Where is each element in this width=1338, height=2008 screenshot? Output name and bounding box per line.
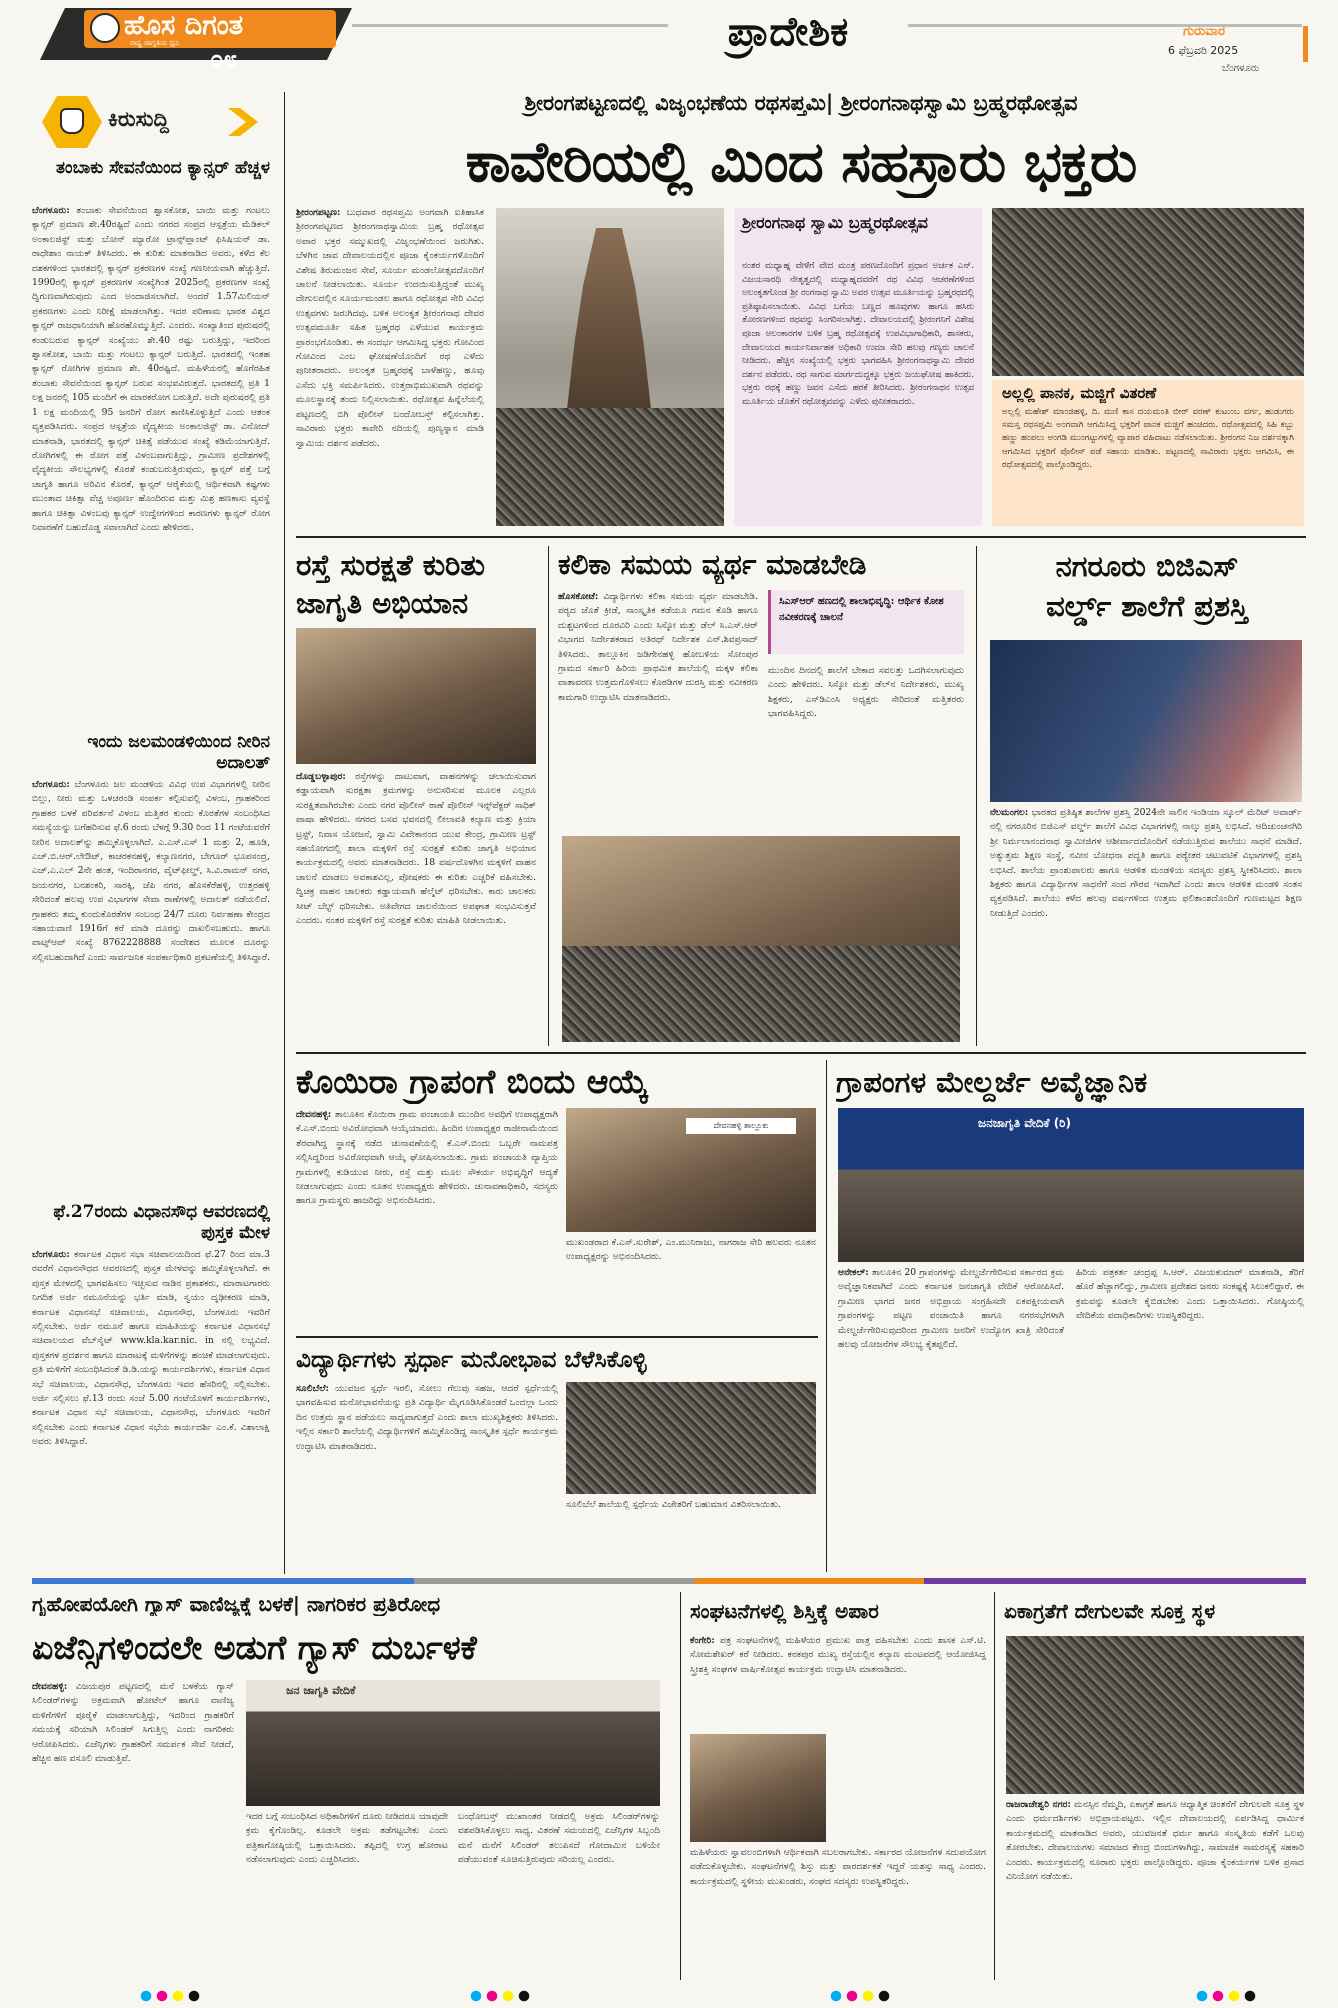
sanghatane-body-bottom: ಮಹಿಳೆಯರು ಸ್ವಾವಲಂಬಿಗಳಾಗಿ ಆರ್ಥಿಕವಾಗಿ ಸಬಲರಾಗಬೇಕು. ಸರ್ಕಾರದ ಯೋಜನೆಗಳ ಸದುಪಯೋಗ ಪಡೆದುಕೊಳ್ಳಬೇಕು. ಸಂಘಟನೆಗಳಲ್ಲಿ ಶಿಸ್ತು ಮತ್ತು ಪಾರದರ್ಶಕತೆ ಇದ್ದರೆ ಯಶಸ್ಸು ಸಾಧ್ಯ ಎಂದರು. ಕಾರ್ಯಕ್ರಮದಲ್ಲಿ ಸ್ಥಳೀಯ ಮುಖಂಡರು, ಸಂಘದ ಸದಸ್ಯರು ಉಪಸ್ಥಿತರಿದ್ದರು. [690, 1847, 986, 1887]
chariot-tower-shape [566, 228, 652, 418]
kalika-dateline: ಹೊಸಕೋಟೆ: [558, 591, 599, 602]
award-photo [990, 640, 1302, 802]
date: 6 ಫೆಬ್ರವರಿ 2025 [1168, 44, 1239, 57]
koyira-text: ತಾಲೂಕಿನ ಕೊಯಿರಾ ಗ್ರಾಮ ಪಂಚಾಯತಿ ಮುಂದಿನ ಅವಧಿಗೆ ಉಪಾಧ್ಯಕ್ಷರಾಗಿ ಕೆ.ಎಸ್.ಬಿಂದು ಅವಿರೋಧವಾಗಿ ಆಯ್ಕೆಯಾದರು. ಹಿಂದಿನ ಉಪಾಧ್ಯಕ್ಷರ ರಾಜೀನಾಮೆಯಿಂದ ತೆರವಾಗಿದ್ದ ಸ್ಥಾನಕ್ಕೆ ನಡೆದ ಚುನಾವಣೆಯಲ್ಲಿ ಕೆ.ಎಸ್.ಬಿಂದು ಒಬ್ಬರೇ ನಾಮಪತ್ರ ಸಲ್ಲಿಸಿದ್ದರಿಂದ ಅವಿರೋಧವಾಗಿ ಆಯ್ಕೆ ಘೋಷಿಸಲಾಯಿತು. ಗ್ರಾಮ ಪಂಚಾಯತಿ ವ್ಯಾಪ್ತಿಯ ಗ್ರಾಮಗಳಲ್ಲಿ ಕುಡಿಯುವ ನೀರು, ರಸ್ತೆ ಮತ್ತು ಮೂಲ ಸೌಕರ್ಯ ಅಭಿವೃದ್ಧಿಗೆ ಆದ್ಯತೆ ನೀಡಲಾಗುವುದು ಎಂದು ನೂತನ ಉಪಾಧ್ಯಕ್ಷರು ಹೇಳಿದರು. ಚುನಾವಣಾಧಿಕಾರಿ, ಸದಸ್ಯರು ಹಾಗೂ ಗ್ರಾಮಸ್ಥರು ಹಾಜರಿದ್ದು ಅಭಿನಂದಿಸಿದರು. [296, 1109, 558, 1207]
sanghatane-photo [690, 1734, 826, 1842]
column-divider [994, 1592, 995, 1980]
grapam-headline: ಗ್ರಾಪಂಗಳ ಮೇಲ್ದರ್ಜೆ ಅವೈಜ್ಞಾನಿಕ [836, 1065, 1148, 1099]
column-divider [826, 1060, 827, 1572]
masthead [0, 0, 1338, 74]
kalika-pull-text: ಸಿಎಸ್ಆರ್ ಹಣದಲ್ಲಿ ಶಾಲಾಭಿವೃದ್ಧಿ: ಆರ್ಥಿಕ ಕೋಶ ನವೀಕರಣಕ್ಕೆ ಚಾಲನೆ [779, 596, 944, 623]
weekday: ಗುರುವಾರ [1183, 24, 1225, 39]
kiru-item-dateline: ಬೆಂಗಳೂರು: [32, 1249, 70, 1260]
cmyk-dots [470, 1990, 540, 2002]
lead-text: ಬುಧವಾರ ರಥಸಪ್ತಮಿ ಅಂಗವಾಗಿ ಐತಿಹಾಸಿಕ ಶ್ರೀರಂಗಪಟ್ಟಣದ ಶ್ರೀರಂಗನಾಥಸ್ವಾಮಿಯ ಬ್ರಹ್ಮ ರಥೋತ್ಸವ ಅಪಾರ ಭಕ್ತರ ಸಮ್ಮುಖದಲ್ಲಿ ವಿಜೃಂಭಣೆಯಿಂದ ಜರುಗಿತು. ಬೆಳಗಿನ ಜಾವ ದೇವಾಲಯದಲ್ಲಿನ ಪೂಜಾ ಕೈಂಕರ್ಯಗಳೊಂದಿಗೆ ವಿಶೇಷ ತಿರುಮಂಜನ ಸೇವೆ, ಸೂರ್ಯ ಮಂಡಲೋತ್ಸವದೊಂದಿಗೆ ಚಾಲನೆ ನೀಡಲಾಯಿತು. ಸೂರ್ಯ ಉದಯಿಸುತ್ತಿದ್ದಂತೆ ಮುಖ್ಯ ದೇಗುಲದಲ್ಲಿನ ಸೂರ್ಯಮಂಡಲ ಹಾಗೂ ರಥೋತ್ಸವ ಸೇರಿ ವಿವಿಧ ಉತ್ಸವಗಳು ಜರುಗಿದವು. ಬಳಿಕ ಅಲಂಕೃತ ಶ್ರೀರಂಗನಾಥ ದೇವರ ಉತ್ಸವಮೂರ್ತಿ ಸಹಿತ ಬ್ರಹ್ಮರಥ ಎಳೆಯುವ ಕಾರ್ಯಕ್ರಮ ಪ್ರಾರಂಭಗೊಂಡಿತು. ಈ ಸಂದರ್ಭ ಆಗಮಿಸಿದ್ದ ಭಕ್ತರು ಗೋವಿಂದ ಗೋವಿಂದ ಎಂಬ ಘೋಷಣೆಯೊಂದಿಗೆ ರಥ ಎಳೆದು ಪುನೀತರಾದರು. ಅಲಂಕೃತ ಬ್ರಹ್ಮರಥಕ್ಕೆ ಬಾಳೆಹಣ್ಣು, ಹೂವು ಎಸೆದು ಭಕ್ತಿ ಸಮರ್ಪಿಸಿದರು. ಉತ್ತರಾಭಿಮುಖವಾಗಿ ರಥವನ್ನು ಮೂಲಸ್ಥಾನಕ್ಕೆ ತಂದು ನಿಲ್ಲಿಸಲಾಯಿತು. ರಥೋತ್ಸವ ಹಿನ್ನೆಲೆಯಲ್ಲಿ ಪಟ್ಟಣದಲ್ಲಿ ಬಿಗಿ ಪೊಲೀಸ್ ಬಂದೋಬಸ್ತ್ ಕಲ್ಪಿಸಲಾಗಿತ್ತು. ಸಾವಿರಾರು ಭಕ್ತರು ಕಾವೇರಿ ನದಿಯಲ್ಲಿ ಪುಣ್ಯಸ್ನಾನ ಮಾಡಿ ಸ್ವಾಮಿಯ ದರ್ಶನ ಪಡೆದರು. [296, 207, 484, 449]
temple-photo [1006, 1636, 1304, 1794]
kiru-badge [42, 94, 262, 150]
gas-photo-banner: ಜನ ಜಾಗೃತಿ ವೇದಿಕೆ [286, 1684, 356, 1697]
cmyk-dots [830, 1990, 900, 2002]
lead-strap: ಶ್ರೀರಂಗಪಟ್ಟಣದಲ್ಲಿ ವಿಜೃಂಭಣೆಯ ರಥಸಪ್ತಮಿ| ಶ್ರೀರಂಗನಾಥಸ್ವಾಮಿ ಬ್ರಹ್ಮರಥೋತ್ಸವ [524, 90, 1078, 115]
kiru-item-headline: ಫೆ.27ರಂದು ವಿಧಾನಸೌಧ ಆವರಣದಲ್ಲಿ ಪುಸ್ತಕ ಮೇಳ [53, 1202, 270, 1243]
gas-strap: ಗೃಹೋಪಯೋಗಿ ಗ್ಯಾಸ್ ವಾಣಿಜ್ಯಕ್ಕೆ ಬಳಕೆ| ನಾಗರಿಕರ ಪ್ರತಿರೋಧ [32, 1592, 441, 1616]
gas-body-left [32, 1680, 234, 1980]
gas-headline: ಏಜೆನ್ಸಿಗಳಿಂದಲೇ ಅಡುಗೆ ಗ್ಯಾಸ್ ದುರ್ಬಳಕೆ [32, 1628, 477, 1667]
students-row [562, 946, 960, 1042]
koyira-headline: ಕೊಯಿರಾ ಗ್ರಾಪಂಗೆ ಬಿಂದು ಆಯ್ಕೆ [296, 1062, 649, 1101]
koyira-photo-sign: ದೇವನಹಳ್ಳಿ ತಾಲ್ಲೂಕು [686, 1118, 796, 1134]
koyira-photo [566, 1108, 816, 1232]
grapam-body-left [838, 1266, 1064, 1570]
lead-sidebar-title: ಅಲ್ಲಲ್ಲಿ ಪಾನಕ, ಮಜ್ಜಿಗೆ ವಿತರಣೆ [1002, 384, 1157, 402]
section-rule [296, 1336, 818, 1338]
kiru-item-headline: ತಂಬಾಕು ಸೇವನೆಯಿಂದ ಕ್ಯಾನ್ಸರ್ ಹೆಚ್ಚಳ [56, 158, 270, 178]
kalika-body-right: ಮುಂದಿನ ದಿನದಲ್ಲಿ ಶಾಲೆಗೆ ಬೇಕಾದ ಸವಲತ್ತು ಒದಗಿಸಲಾಗುವುದು ಎಂದು ಹೇಳಿದರು. ಸಿಸ್ಕೋ ಮತ್ತು ಡೆಲ್‌ನ ನಿರ್ದೇಶಕರು, ಮುಖ್ಯ ಶಿಕ್ಷಕರು, ಎಸ್‌ಡಿಎಂಸಿ ಅಧ್ಯಕ್ಷರು ಸೇರಿದಂತೆ ಮತ್ತಿತರರು ಭಾಗವಹಿಸಿದ್ದರು. [768, 665, 964, 720]
page-number: ೦೮ [210, 44, 237, 73]
lead-sidebar-body: ಅಲ್ಲಲ್ಲಿ ಮಹೇಶ್ ಮಾಂಜಿಹಳ್ಳಿ, ದಿ. ಮಣಿ ಕಾಸ ದಯಮಂತಿ ಬೀರ್ ವರಣ್ ಕುಟುಂಬ ವರ್ಗ, ಹುಡುಗರು ಸಮಸ್ತ ರಥಸಪ್ತಮಿ ಅಂಗವಾಗಿ ಆಗಮಿಸಿದ್ದ ಭಕ್ತರಿಗೆ ಪಾನಕ ಮಜ್ಜಿಗೆ ಹಂಚಿದರು. ರಥೋತ್ಸವದಲ್ಲಿ ಸಿಹಿ ಕಬ್ಬು ಹಣ್ಣು ಹಂಪಲು ಅಂಗಡಿ ಮುಂಗಟ್ಟುಗಳಲ್ಲಿ ವ್ಯಾಪಾರ ವಹಿವಾಟು ನಡೆಸಲಾಯಿತು. ಶ್ರೀರಂಗನ ನಿಜ ದರ್ಶನಕ್ಕಾಗಿ ಆಗಮಿಸಿದ ಭಕ್ತರಿಗೆ ಪೊಲೀಸ್ ಪಡೆ ಸಹಾಯ ಮಾಡಿತು. ಪಟ್ಟಣದಲ್ಲಿ ಸಾವಿರಾರು ಭಕ್ತರು ಆಗಮಿಸಿ, ಈ ರಥೋತ್ಸವದಲ್ಲಿ ಪಾಲ್ಗೊಂಡಿದ್ದರು. [1002, 407, 1294, 470]
gas-body-right: ಬಂಧೋಬಸ್ತ್‌ ಮುಖಾಂತರ ನೀಡದಲ್ಲಿ ಅಕ್ರಮ ಸಿಲಿಂಡರ್‌ಗಳನ್ನು ವಶಪಡಿಸಿಕೊಳ್ಳಲು ಸಾಧ್ಯ. ವಿತರಣೆ ಸಮಯದಲ್ಲಿ ಏಜೆನ್ಸಿಗಳ ಸಿಬ್ಬಂದಿ ಮನೆ ಮನೆಗೆ ಸಿಲಿಂಡರ್ ತಲುಪಿಸದೆ ಗೋದಾಮಿನ ಬಳಿಯೇ ಪಡೆಯುವಂತೆ ಸೂಚಿಸುತ್ತಿರುವುದು ಸರಿಯಲ್ಲ ಎಂದರು. [458, 1811, 660, 1866]
cmyk-dots [140, 1990, 210, 2002]
kalika-body-left [558, 590, 758, 830]
kiru-item-dateline: ಬೆಂಗಳೂರು: [32, 779, 70, 790]
column-divider [548, 546, 549, 1046]
students-caption: ಸೂಲಿಬೆಲೆ ಶಾಲೆಯಲ್ಲಿ ಸ್ಪರ್ಧೆಯ ವಿಜೇತರಿಗೆ ಬಹುಮಾನ ವಿತರಿಸಲಾಯಿತು. [566, 1499, 781, 1510]
road-body [296, 770, 536, 1046]
grapam-banner-text: ಜನಜಾಗೃತಿ ವೇದಿಕೆ (ರಿ) [978, 1116, 1071, 1130]
sanghatane-headline: ಸಂಘಟನೆಗಳಲ್ಲಿ ಶಿಸ್ತಿಕ್ಕೆ ಅಪಾರ [690, 1599, 879, 1623]
chariot-photo [496, 208, 724, 526]
road-headline-line2: ಜಾಗೃತಿ ಅಭಿಯಾನ [296, 586, 469, 620]
kiru-item-headline: ಇಂದು ಜಲಮಂಡಳಿಯಿಂದ ನೀರಿನ ಅದಾಲತ್ [87, 732, 270, 773]
sanghatane-body-top [690, 1634, 986, 1732]
gas-body-mid: ಇದರ ಬಗ್ಗೆ ಸಂಬಂಧಿಸಿದ ಅಧಿಕಾರಿಗಳಿಗೆ ದೂರು ನೀಡಿದರೂ ಯಾವುದೇ ಕ್ರಮ ಕೈಗೊಂಡಿಲ್ಲ. ಕೂಡಲೇ ಅಕ್ರಮ ತಡೆಗಟ್ಟಬೇಕು ಎಂದು ಪತ್ರಿಕಾಗೋಷ್ಠಿಯಲ್ಲಿ ಒತ್ತಾಯಿಸಿದರು. ತಪ್ಪಿದಲ್ಲಿ ಉಗ್ರ ಹೋರಾಟ ನಡೆಸಲಾಗುವುದು ಎಂದು ಎಚ್ಚರಿಸಿದರು. [246, 1811, 448, 1866]
grapam-body-right: ಹಿರಿಯ ಪತ್ರಕರ್ತ ಚಂದ್ರಪ್ಪ ಸಿ.ಆರ್. ವಿಜಯಕುಮಾರ್ ಮಾತನಾಡಿ, ತೆರಿಗೆ ಹೊರೆ ಹೆಚ್ಚಾಗಲಿದ್ದು, ಗ್ರಾಮೀಣ ಪ್ರದೇಶದ ಜನರು ಸಂಕಷ್ಟಕ್ಕೆ ಸಿಲುಕಲಿದ್ದಾರೆ. ಈ ಕ್ರಮವನ್ನು ಕೂಡಲೇ ಕೈಬಿಡಬೇಕು ಎಂದು ಒತ್ತಾಯಿಸಿದರು. ಗೋಷ್ಠಿಯಲ್ಲಿ ವೇದಿಕೆಯ ಪದಾಧಿಕಾರಿಗಳು ಉಪಸ್ಥಿತರಿದ್ದರು. [1076, 1267, 1304, 1322]
grapam-press-photo [838, 1108, 1304, 1262]
temple-text: ಮನಸ್ಸಿನ ನೆಮ್ಮದಿ, ಏಕಾಗ್ರತೆ ಹಾಗೂ ಆಧ್ಯಾತ್ಮಿಕ ಚಿಂತನೆಗೆ ದೇಗುಲವೇ ಸೂಕ್ತ ಸ್ಥಳ ಎಂದು ಧರ್ಮದರ್ಶಿಗಳು ಅಭಿಪ್ರಾಯಪಟ್ಟರು. ಇಲ್ಲಿನ ದೇವಾಲಯದಲ್ಲಿ ಏರ್ಪಡಿಸಿದ್ದ ಧಾರ್ಮಿಕ ಕಾರ್ಯಕ್ರಮದಲ್ಲಿ ಮಾತನಾಡಿದ ಅವರು, ಯುವಜನತೆ ಧರ್ಮ ಹಾಗೂ ಸಂಸ್ಕೃತಿಯ ಕಡೆಗೆ ಒಲವು ತೋರಬೇಕು. ದೇವಾಲಯಗಳು ಸಮಾಜದ ಕೇಂದ್ರ ಬಿಂದುಗಳಾಗಿದ್ದು, ಸಾಮಾಜಿಕ ಸಾಮರಸ್ಯಕ್ಕೆ ಸಹಕಾರಿ ಎಂದರು. ಕಾರ್ಯಕ್ರಮದಲ್ಲಿ ನೂರಾರು ಭಕ್ತರು ಪಾಲ್ಗೊಂಡಿದ್ದರು. ಪೂಜಾ ಕೈಂಕರ್ಯಗಳ ಬಳಿಕ ಪ್ರಸಾದ ವಿನಿಯೋಗ ನಡೆಯಿತು. [1006, 1799, 1304, 1883]
temple-dateline: ರಾಜರಾಜೇಶ್ವರಿ ನಗರ: [1006, 1799, 1071, 1810]
students-dateline: ಸೂಲಿಬೆಲೆ: [296, 1383, 329, 1394]
kiru-item-dateline: ಬೆಂಗಳೂರು: [32, 205, 70, 216]
students-text: ಯುವಜನ ಸ್ಪರ್ಧೆ ಇರಲಿ, ಸೋಲು ಗೆಲುವು ಸಹಜ, ಆದರೆ ಸ್ಪರ್ಧೆಯಲ್ಲಿ ಭಾಗವಹಿಸುವ ಮನೋಭಾವನೆಯನ್ನು ಪ್ರತಿ ವಿದ್ಯಾರ್ಥಿ ಮೈಗೂಡಿಸಿಕೊಂಡರೆ ಒಂದಲ್ಲಾ ಒಂದು ದಿನ ಉತ್ತಮ ಸ್ಥಾನ ಪಡೆಯಲು ಸಾಧ್ಯವಾಗುತ್ತದೆ ಎಂದು ಶಾಲಾ ಮುಖ್ಯಶಿಕ್ಷಕರು ತಿಳಿಸಿದರು. ಇಲ್ಲಿನ ಸರ್ಕಾರಿ ಶಾಲೆಯಲ್ಲಿ ವಿದ್ಯಾರ್ಥಿಗಳಿಗೆ ಹಮ್ಮಿಕೊಂಡಿದ್ದ ಸಾಂಸ್ಕೃತಿಕ ಸ್ಪರ್ಧೆ ಕಾರ್ಯಕ್ರಮ ಉದ್ಘಾಟಿಸಿ ಮಾತನಾಡಿದರು. [296, 1383, 558, 1452]
road-dateline: ದೊಡ್ಡಬಳ್ಳಾಪುರ: [296, 771, 346, 782]
kiru-item-text: ಕರ್ನಾಟಕ ವಿಧಾನ ಸಭಾ ಸಚಿವಾಲಯದಿಂದ ಫೆ.27 ರಿಂದ ಮಾ.3 ರವರೆಗೆ ವಿಧಾನಸೌಧದ ಆವರಣದಲ್ಲಿ ಪುಸ್ತಕ ಮೇಳವನ್ನು ಹಮ್ಮಿಕೊಳ್ಳಲಾಗಿದೆ. ಈ ಪುಸ್ತಕ ಮೇಳದಲ್ಲಿ ಭಾಗವಹಿಸಲು ಇಚ್ಛಿಸುವ ನಾಡಿನ ಪ್ರಕಾಶಕರು, ಮಾರಾಟಗಾರರು ನಿಗದಿತ ಅರ್ಜಿ ನಮೂನೆಯನ್ನು ಭರ್ತಿ ಮಾಡಿ, ಸ್ವಯಂ ದೃಢೀಕರಣ ಮಾಡಿ, ಕರ್ನಾಟಕ ವಿಧಾನಸಭೆ ಸಚಿವಾಲಯ, ವಿಧಾನಸೌಧ, ಬೆಂಗಳೂರು ಇವರಿಗೆ ಸಲ್ಲಿಸಬೇಕು. ಅರ್ಜಿ ನಮೂನೆ ಹಾಗೂ ಮಾಹಿತಿಯನ್ನು ಕರ್ನಾಟಕ ವಿಧಾನಸಭೆ ಸಚಿವಾಲಯದ ವೆಬ್‌ಸೈಟ್ www.kla.kar.nic. in ನಲ್ಲಿ ಲಭ್ಯವಿದೆ. ಪುಸ್ತಕಗಳ ಪ್ರದರ್ಶನ ಹಾಗೂ ಮಾರಾಟಕ್ಕೆ ಮಳಿಗೆಗಳನ್ನು ಹಂಚಿಕೆ ಮಾಡಲಾಗುವುದು. ಪ್ರತಿ ಮಳಿಗೆಗೆ ಸಂಬಂಧಿಸಿದಂತೆ ಡಿ.ಡಿ.ಯನ್ನು ಕಾರ್ಯದರ್ಶಿಗಳು, ಕರ್ನಾಟಕ ವಿಧಾನ ಸಭೆ ಸಚಿವಾಲಯ, ವಿಧಾನಸೌಧ, ಬೆಂಗಳೂರು ಇವರ ಹೆಸರಿನಲ್ಲಿ ಸಲ್ಲಿಸಬೇಕು. ಅರ್ಜಿ ಸಲ್ಲಿಸಲು ಫೆ.13 ರಂದು ಸಂಜೆ 5.00 ಗಂಟೆಯೊಳಗೆ ಕಾರ್ಯದರ್ಶಿಗಳು, ಕರ್ನಾಟಕ ವಿಧಾನ ಸಭೆ ಸಚಿವಾಲಯ, ವಿಧಾನಸೌಧ, ಬೆಂಗಳೂರು ಇವರಿಗೆ ಸಲ್ಲಿಸಬೇಕು ಎಂದು ಕರ್ನಾಟಕ ವಿಧಾನ ಸಭೆಯ ಕಾರ್ಯದರ್ಶಿ ಎಂ.ಕೆ. ವಿಶಾಲಾಕ್ಷಿ ಅವರು ತಿಳಿಸಿದ್ದಾರೆ. [32, 1249, 270, 1448]
kalika-text: ವಿದ್ಯಾರ್ಥಿಗಳು ಕಲಿಕಾ ಸಮಯ ವ್ಯರ್ಥ ಮಾಡಬೇಡಿ. ಪಠ್ಯದ ಜೊತೆ ಕ್ರೀಡೆ, ಸಾಂಸ್ಕೃತಿಕ ಕಡೆಯೂ ಗಮನ ಕೊಡಿ ಹಾಗೂ ದುಶ್ಚಟಗಳಿಂದ ದೂರವಿರಿ ಎಂದು ಸಿಸ್ಕೋ ಮತ್ತು ಡೆಲ್ ಸಿ.ಎಸ್.ಆರ್ ವಿಭಾಗದ ನಿರ್ದೇಶಕರಾದ ಅತಿರಥ್ ನಿರ್ದೇಶಕ ಎನ್.ಶಿವಪ್ರಸಾದ್ ತಿಳಿಸಿದರು. ತಾಲ್ಲೂಕಿನ ಜಡಿಗೇನಹಳ್ಳಿ ಹೋಬಳಿಯ ಸೋಂಪುರ ಗ್ರಾಮದ ಸರ್ಕಾರಿ ಹಿರಿಯ ಪ್ರಾಥಮಿಕ ಶಾಲೆಯಲ್ಲಿ ಮಕ್ಕಳ ಕಲಿಕಾ ವಾತಾವರಣ ಉತ್ತಮಗೊಳಿಸಲು ಕೊಠಡಿಗಳ ದುರಸ್ತಿ ಮತ್ತು ನವೀಕರಣ ಕಾಮಗಾರಿ ಉದ್ಘಾಟಿಸಿ ಮಾತನಾಡಿದರು. [558, 591, 758, 703]
city: ಬೆಂಗಳೂರು [1222, 63, 1260, 74]
logo-text: ಹೊಸ ದಿಗಂತ [124, 10, 244, 41]
koyira-dateline: ದೇವನಹಳ್ಳಿ: [296, 1109, 332, 1120]
gas-press-photo [246, 1680, 660, 1806]
award-headline-line2: ವರ್ಲ್ಡ್ ಶಾಲೆಗೆ ಪ್ರಶಸ್ತಿ [1046, 589, 1248, 623]
kiru-item-text: ಬೆಂಗಳೂರು ಜಲ ಮಂಡಳಿಯ ವಿವಿಧ ಉಪ ವಿಭಾಗಗಳಲ್ಲಿ ನೀರಿನ ಬಿಲ್ಲು, ನೀರು ಮತ್ತು ಒಳಚರಂಡಿ ಸಂಪರ್ಕ ಕಲ್ಪಿಸುವಲ್ಲಿ ವಿಳಂಬ, ಗ್ರಾಹಕರಿಂದ ಗ್ರಾಹಕರ ಬಳಕೆ ಪರಿವರ್ತನೆ ವಿಳಂಬ ಮತ್ತಿತರ ಕುಂದು ಕೊರತೆಗಳ ಸಂಬಂಧಿಸಿದ ಸಮಸ್ಯೆಯನ್ನು ಬಗೆಹರಿಸುವ ಫೆ.6 ರಂದು ಬೆಳಗ್ಗೆ 9.30 ರಿಂದ 11 ಗಂಟೆಯವರೆಗೆ ನೀರಿನ ಅದಾಲತ್‌ನ್ನು ಹಮ್ಮಿಕೊಳ್ಳಲಾಗಿದೆ. ಎ.ಎಸ್.ಎಸ್ 1 ಮತ್ತು 2, ಹೂಡಿ, ಎಚ್.ಬಿ.ಆರ್.ಲೇಔಟ್, ಕಾಚರಕನಹಳ್ಳಿ, ಕಲ್ಯಾಣನಗರ, ಬೇಗೂರ್ ಭೂಪಸಂದ್ರ, ಎಚ್.ಎ.ಎಲ್ 2ನೇ ಹಂತ, ಇಂದಿರಾನಗರ, ವೈಟ್‌ಫೀಲ್ಡ್, ಸಿ.ವಿ.ರಾಮನ್ ನಗರ, ಜಯನಗರ, ಬನಶಂಕರಿ, ಸಾರಕ್ಕಿ, ಜೆಪಿ ನಗರ, ಹೊಸಕೆರೆಹಳ್ಳಿ, ಉತ್ತರಹಳ್ಳಿ ಸೇರಿದಂತೆ ಹಲವು ಉಪ ವಿಭಾಗಗಳ ಸೇವಾ ಠಾಣೆಗಳಲ್ಲಿ ಅದಾಲತ್ ನಡೆಯಲಿದೆ. ಗ್ರಾಹಕರು ತಮ್ಮ ಕುಂದುಕೊರತೆಗಳ ಸಂಬಂಧ 24/7 ದೂರು ನಿರ್ವಹಣಾ ಕೇಂದ್ರದ ಸಹಾಯವಾಣಿ 1916ಗೆ ಕರೆ ಮಾಡಿ ದೂರನ್ನು ದಾಖಲಿಸಬಹುದು. ಹಾಗೂ ವಾಟ್ಸ್‌ಆಪ್ ಸಂಖ್ಯೆ 8762228888 ಸಂದೇಶದ ಮೂಲಕ ದೂರನ್ನು ಸಲ್ಲಿಸಬಹುದಾಗಿದೆ ಎಂದು ಸಾರ್ವಜನಿಕ ಸಂಪರ್ಕಾಧಿಕಾರಿ ಪ್ರಕಟಣೆಯಲ್ಲಿ ತಿಳಿಸಿದ್ದಾರೆ. [32, 779, 270, 963]
lead-info-box [734, 208, 982, 526]
koyira-caption: ಮುಖಂಡರಾದ ಕೆ.ಎಸ್.ಸುರೇಶ್, ಎಂ.ಮುನಿರಾಜು, ನಾಗರಾಜ ಸೇರಿ ಹಲವರು ನೂತನ ಉಪಾಧ್ಯಕ್ಷರನ್ನು ಅಭಿನಂದಿಸಿದರು. [566, 1237, 816, 1263]
lead-headline: ಕಾವೇರಿಯಲ್ಲಿ ಮಿಂದ ಸಹಸ್ರಾರು ಭಕ್ತರು [465, 129, 1137, 195]
award-text: ಭಾರತದ ಪ್ರತಿಷ್ಠಿತ ಶಾಲೆಗಳ ಪ್ರಶಸ್ತಿ 2024ನೇ ಸಾಲಿನ ಇಂಡಿಯಾ ಸ್ಕೂಲ್ ಮೆರಿಟ್ ಅವಾರ್ಡ್ ನಲ್ಲಿ ನಗರೂರಿನ ಬಿಜಿಎಸ್ ವರ್ಲ್ಡ್ ಶಾಲೆಗೆ ವಿವಿಧ ವಿಭಾಗಗಳಲ್ಲಿ ನಾಲ್ಕು ಪ್ರಶಸ್ತಿ ಲಭಿಸಿದೆ. ಆದಿಚುಂಚನಗಿರಿ ಶ್ರೀ ನಿರ್ಮಲಾನಂದನಾಥ ಸ್ವಾಮೀಜಿಗಳ ಆಶೀರ್ವಾದದೊಂದಿಗೆ ನಡೆಯುತ್ತಿರುವ ಶಾಲೆಯು ಸಾಧನೆ ಮಾಡಿದೆ. ಅತ್ಯುತ್ತಮ ಶಿಕ್ಷಣ ಸಂಸ್ಥೆ, ನವೀನ ಬೋಧನಾ ಪದ್ಧತಿ ಹಾಗೂ ಪಠ್ಯೇತರ ಚಟುವಟಿಕೆ ವಿಭಾಗಗಳಲ್ಲಿ ಪ್ರಶಸ್ತಿ ಲಭಿಸಿದೆ. ಶಾಲೆಯ ಪ್ರಾಂಶುಪಾಲರು ಹಾಗೂ ಆಡಳಿತ ಮಂಡಳಿಯ ಸದಸ್ಯರು ಪ್ರಶಸ್ತಿ ಸ್ವೀಕರಿಸಿದರು. ಶಾಲಾ ಶಿಕ್ಷಕರು ಹಾಗೂ ವಿದ್ಯಾರ್ಥಿಗಳ ಸಾಧನೆಗೆ ಸಂದ ಗೌರವ ಇದಾಗಿದೆ ಎಂದು ಶಾಲಾ ಆಡಳಿತ ಮಂಡಳಿ ಸಂತಸ ವ್ಯಕ್ತಪಡಿಸಿದೆ. ಶಾಲೆಯು ಕಳೆದ ಹಲವು ವರ್ಷಗಳಿಂದ ಉತ್ತಮ ಫಲಿತಾಂಶದೊಂದಿಗೆ ಗುಣಮಟ್ಟದ ಶಿಕ್ಷಣ ನೀಡುತ್ತಿದೆ ಎಂದರು. [990, 807, 1302, 919]
section-rule [296, 1052, 1306, 1054]
kalika-pull-quote [768, 590, 964, 654]
kiru-suddi-column [32, 92, 278, 1574]
gas-text: ವಿಜಯಪುರ ಪಟ್ಟಣದಲ್ಲಿ ಮನೆ ಬಳಕೆಯ ಗ್ಯಾಸ್ ಸಿಲಿಂಡರ್‌ಗಳನ್ನು ಅಕ್ರಮವಾಗಿ ಹೋಟೆಲ್ ಹಾಗೂ ವಾಣಿಜ್ಯ ಮಳಿಗೆಗಳಿಗೆ ಪೂರೈಕೆ ಮಾಡಲಾಗುತ್ತಿದ್ದು, ಇದರಿಂದ ಗ್ರಾಹಕರಿಗೆ ಸಮಯಕ್ಕೆ ಸರಿಯಾಗಿ ಸಿಲಿಂಡರ್ ಸಿಗುತ್ತಿಲ್ಲ ಎಂದು ನಾಗರಿಕರು ಆರೋಪಿಸಿದರು. ಏಜೆನ್ಸಿಗಳು ಗ್ರಾಹಕರಿಗೆ ಸಮರ್ಪಕ ಸೇವೆ ನೀಡದೆ, ಹೆಚ್ಚಿನ ಹಣ ವಸೂಲಿ ಮಾಡುತ್ತಿವೆ. [32, 1681, 234, 1765]
temple-headline: ಏಕಾಗ್ರತೆಗೆ ದೇಗುಲವೇ ಸೂಕ್ತ ಸ್ಥಳ [1004, 1599, 1216, 1623]
lead-box-title: ಶ್ರೀರಂಗನಾಥ ಸ್ವಾಮಿ ಬ್ರಹ್ಮರಥೋತ್ಸವ [742, 213, 928, 232]
devotees-photo [992, 208, 1304, 376]
logo-tagline: ರಾಷ್ಟ್ರ ಜಾಗೃತಿಯ ಧ್ವನಿ [130, 39, 180, 47]
lead-dateline: ಶ್ರೀರಂಗಪಟ್ಟಣ: [296, 207, 341, 218]
temple-body [1006, 1798, 1304, 1980]
grapam-text: ತಾಲೂಕಿನ 20 ಗ್ರಾಪಂಗಳನ್ನು ಮೇಲ್ದರ್ಜೆಗೇರಿಸುವ ಸರ್ಕಾರದ ಕ್ರಮ ಅವೈಜ್ಞಾನಿಕವಾಗಿದೆ ಎಂದು ಕರ್ನಾಟಕ ಜನಜಾಗೃತಿ ವೇದಿಕೆ ಆರೋಪಿಸಿದೆ. ಗ್ರಾಮೀಣ ಭಾಗದ ಜನರ ಅಭಿಪ್ರಾಯ ಸಂಗ್ರಹಿಸದೇ ಏಕಪಕ್ಷೀಯವಾಗಿ ಗ್ರಾಪಂಗಳನ್ನು ಪಟ್ಟಣ ಪಂಚಾಯಿತಿ ಹಾಗೂ ನಗರಸಭೆಗಳಾಗಿ ಮೇಲ್ದರ್ಜೆಗೇರಿಸುವುದರಿಂದ ಗ್ರಾಮೀಣ ಜನರಿಗೆ ಉದ್ಯೋಗ ಖಾತ್ರಿ ಸೇರಿದಂತೆ ಹಲವು ಯೋಜನೆಗಳ ಸೌಲಭ್ಯ ಕೈತಪ್ಪಲಿದೆ. [838, 1267, 1064, 1351]
award-body [990, 806, 1302, 1042]
column-divider [680, 1592, 681, 1980]
award-dateline: ನೆಲಮಂಗಲ: [990, 807, 1029, 818]
students-photo [566, 1382, 816, 1494]
masthead-accent-bar [1303, 26, 1308, 62]
grapam-dateline: ಆನೇಕಲ್: [838, 1267, 869, 1278]
section-rule [296, 536, 1306, 538]
road-text: ರಸ್ತೆಗಳನ್ನು ದಾಟುವಾಗ, ವಾಹನಗಳನ್ನು ಚಲಾಯಿಸುವಾಗ ಕಡ್ಡಾಯವಾಗಿ ಸುರಕ್ಷತಾ ಕ್ರಮಗಳನ್ನು ಅನುಸರಿಸುವ ಮೂಲಕ ಎಲ್ಲರೂ ಸುರಕ್ಷಿತವಾಗಿರಬೇಕು ಎಂದು ನಗರ ಪೊಲೀಸ್ ಠಾಣೆ ಪೊಲೀಸ್ ಇನ್ಸ್‌ಪೆಕ್ಟರ್ ಸಾಧಿಕ್ ಪಾಷಾ ಹೇಳಿದರು. ನಗರದ ಬಸವ ಭವನದಲ್ಲಿ ಲೀಲಾವತಿ ಕಲ್ಯಾಣ ಮತ್ತು ಕ್ರಿಯಾ ಟ್ರಸ್ಟ್, ನಿವಾಸ ಯೋಜನೆ, ಸ್ವಾಮಿ ವಿವೇಕಾನಂದ ಯುವ ಕೇಂದ್ರ, ಗ್ರಾಮೀಣ ಟ್ರಸ್ಟ್ ಸಹಯೋಗದಲ್ಲಿ ಶಾಲಾ ಮಕ್ಕಳಿಗೆ ರಸ್ತೆ ಸುರಕ್ಷತೆ ಕುರಿತು ಜಾಗೃತಿ ಅಭಿಯಾನ ಕಾರ್ಯಕ್ರಮದಲ್ಲಿ ಅವರು ಮಾತನಾಡಿದರು. 18 ವರ್ಷದೊಳಗಿನ ಮಕ್ಕಳಿಗೆ ವಾಹನ ಚಾಲನೆ ಮಾಡಲು ಅವಕಾಶವಿಲ್ಲ, ಪೋಷಕರು ಈ ಕುರಿತು ಎಚ್ಚರಿಕೆ ವಹಿಸಬೇಕು. ದ್ವಿಚಕ್ರ ವಾಹನ ಚಾಲಕರು ಕಡ್ಡಾಯವಾಗಿ ಹೆಲ್ಮೆಟ್ ಧರಿಸಬೇಕು. ಕಾರು ಚಾಲಕರು ಸೀಟ್ ಬೆಲ್ಟ್ ಧರಿಸಬೇಕು. ಅತಿವೇಗದ ಚಾಲನೆಯಿಂದ ಅಪಘಾತ ಸಂಭವಿಸುತ್ತವೆ ಎಂದರು. ನಂತರ ಮಕ್ಕಳಿಗೆ ರಸ್ತೆ ಸುರಕ್ಷತೆ ಕುರಿತು ಮಾಹಿತಿ ನೀಡಲಾಯಿತು. [296, 771, 536, 927]
gas-dateline: ದೇವನಹಳ್ಳಿ: [32, 1681, 68, 1692]
column-divider [976, 546, 977, 1046]
kiru-item-text: ತಂಬಾಕು ಸೇವನೆಯಿಂದ ಶ್ವಾಸಕೋಶ, ಬಾಯಿ ಮತ್ತು ಗಂಟಲು ಕ್ಯಾನ್ಸರ್ ಪ್ರಮಾಣ ಶೇ.40ರಷ್ಟಿದೆ ಎಂದು ನಗರದ ಸಂಪ್ರದ ಆಸ್ಪತ್ರೆಯ ಮೆಡಿಕಲ್ ಅಂಕಾಲಜಿಸ್ಟ್ ಮತ್ತು ಬೋನ್ ಮ್ಯಾರೋ ಟ್ರಾನ್ಸ್‌ಪ್ಲಾಂಟ್ ಫಿಸಿಷಿಯನ್ ಡಾ. ರಾಧೇಶಾಂ ನಾಯಕ್ ತಿಳಿಸಿದರು. ಈ ಕುರಿತು ಮಾತನಾಡಿದ ಅವರು, ಕಳೆದ ಕೆಲ ದಶಕಗಳಿಂದ ಭಾರತದಲ್ಲಿ ಕ್ಯಾನ್ಸರ್ ಪ್ರಕರಣಗಳ ಸಂಖ್ಯೆ ಗಣನೀಯವಾಗಿ ಹೆಚ್ಚುತ್ತಿದೆ. 1990ರಲ್ಲಿ ಕ್ಯಾನ್ಸರ್ ಪ್ರಕರಣಗಳ ಸಂಖ್ಯೆಗಿಂತ 2025ರಲ್ಲಿ ಪ್ರಕರಣಗಳ ಸಂಖ್ಯೆ ದ್ವಿಗುಣವಾಗಿರುವುದು ಎಂದ ಅಂದಾಜಿಸಲಾಗಿದೆ. ಅಂದರೆ 1.57ಮಿಲಿಯನ್ ಪ್ರಕರಣಗಳು ಎಂದು ನಿರೀಕ್ಷೆ ಮಾಡಲಾಗಿತ್ತು. ಇದರ ಪರಿಣಾಮ ಭಾರತ ವಿಶ್ವದ ಕ್ಯಾನ್ಸರ್ ರಾಜಧಾನಿಯಾಗಿ ಹೊರಹೊಮ್ಮುತ್ತಿದೆ. ಎಂದರು. ಸಂಖ್ಯಾತಿಂದ ಪುರುಷರಲ್ಲಿ ಕಂಡುಬರುವ ಕ್ಯಾನ್ಸರ್ ಸಂಖ್ಯೆಯು ಶೇ.40 ರಷ್ಟು ಬರುತ್ತಿದ್ದು, ಇದರಿಂದ ಶ್ವಾಸಕೋಶ, ಬಾಯಿ ಮತ್ತು ಗಂಟಲು ಕ್ಯಾನ್ಸರ್ ಬರುತ್ತಿದೆ. ಭಾರತದಲ್ಲಿ ಇಂತಹ ಕ್ಯಾನ್ಸರ್ ರೋಗಿಗಳ ಪ್ರಮಾಣ ಶೇ. 40ರಷ್ಟಿದೆ. ಮಹಿಳೆಯರಲ್ಲಿ ಹೊಗೆರಹಿತ ತಂಬಾಕು ಸೇವನೆಯಿಂದ ಕ್ಯಾನ್ಸರ್ ಬರುವ ಸಂಭವವಿರುತ್ತದೆ. ಭಾರತದಲ್ಲಿ ಪ್ರತಿ 1 ಲಕ್ಷ ಜನರಲ್ಲಿ 105 ಮಂದಿಗೆ ಈ ಮಾರಕರೋಗ ಬರುತ್ತಿದೆ. ಅದೇ ಪುರುಷರಲ್ಲಿ ಪ್ರತಿ 1 ಲಕ್ಷ ಮಂದಿಯಲ್ಲಿ 95 ಜನರಿಗೆ ರೋಗ ಕಾಣಿಸಿಕೊಳ್ಳುತ್ತಿದೆ ಎಂದು ಆತಂಕ ವ್ಯಕ್ತಪಡಿಸಿದರು. ಸಂಪ್ರದ ಆಸ್ಪತ್ರೆಯ ವೈದ್ಯಕೀಯ ಅಂಕಾಲಜಿಸ್ಟ್ ಡಾ. ವಿನೋದ್ ಮಾತನಾಡಿ, ಭಾರತದಲ್ಲಿ ಕ್ಯಾನ್ಸರ್ ಚಿಕಿತ್ಸೆ ಪಡೆಯುವ ಸಂಖ್ಯೆ ಕಡಿಮೆಯಾಗುತ್ತಿದೆ. ರೋಗಿಗಳಲ್ಲಿ ಈ ರೋಗ ಪತ್ತೆ ವಿಳಂಬವಾಗುತ್ತಿದ್ದು, ಗ್ರಾಮೀಣ ಪ್ರದೇಶಗಳಲ್ಲಿ ವೈದ್ಯಕೀಯ ಸೌಲಭ್ಯಗಳಲ್ಲಿ ಕೊರತೆ ಕಂಡುಬರುತ್ತಿರುವುದು, ಕ್ಯಾನ್ಸರ್ ಪತ್ತೆ ಬಗ್ಗೆ ಜಾಗೃತಿ ಹಾಗೂ ಅರಿವಿನ ಕೊರತೆ, ಕ್ಯಾನ್ಸರ್ ಆರೈಕೆಯಲ್ಲಿ ಆರ್ಥಿಕವಾಗಿ ಕಷ್ಟಗಳು ಮುಂತಾದ ಚಿಕಿತ್ಸಾ ವೆಚ್ಚ ಅಪೂರ್ಣ ಹೊಂದಿರುವ ಮತ್ತು ಮಿಶ್ರ ಹಣಕಾಸು ವ್ಯವಸ್ಥೆ ಹಾಗೂ ಚಿಕಿತ್ಸಾ ವಿಳಂಬವು ಕ್ಯಾನ್ಸರ್ ಉದ್ವೇಗಗಳಿಂದ ಕಾರಣಗಳು ಕ್ಯಾನ್ಸರ್ ರೋಗ ನಿವಾರಣೆಗೆ ಬಹುದೊಡ್ಡ ಸವಾಲಾಗಿದೆ ಎಂದು ಹೇಳಿದರು. [32, 205, 270, 533]
koyira-body [296, 1108, 558, 1330]
column-divider [284, 92, 285, 1574]
kalika-headline: ಕಲಿಕಾ ಸಮಯ ವ್ಯರ್ಥ ಮಾಡಬೇಡಿ [558, 548, 867, 581]
crowd-shape [496, 408, 724, 526]
award-headline-line1: ನಗರೂರು ಬಿಜಿಎಸ್ [1055, 549, 1239, 583]
students-headline: ವಿದ್ಯಾರ್ಥಿಗಳು ಸ್ಪರ್ಧಾ ಮನೋಭಾವ ಬೆಳೆಸಿಕೊಳ್ಳಿ [296, 1346, 647, 1373]
kiru-item-body [32, 1248, 270, 1572]
sanghatane-text: ಪತ್ರ ಸಂಘಟನೆಗಳಲ್ಲಿ ಮಹಿಳೆಯರ ಪ್ರಮುಖ ಪಾತ್ರ ವಹಿಸಬೇಕು ಎಂದು ಶಾಸಕ ಎಸ್.ಟಿ. ಸೋಮಶೇಖರ್ ಕರೆ ನೀಡಿದರು. ಕನಕಪುರ ಮುಖ್ಯ ರಸ್ತೆಯಲ್ಲಿನ ಕಲ್ಯಾಣ ಮಂಟಪದಲ್ಲಿ ಆಯೋಜಿಸಿದ್ದ ಸ್ತ್ರೀಶಕ್ತಿ ಸಂಘಗಳ ವಾರ್ಷಿಕೋತ್ಸವ ಕಾರ್ಯಕ್ರಮ ಉದ್ಘಾಟಿಸಿ ಮಾತನಾಡಿದರು. [690, 1635, 986, 1675]
hand-point-icon [60, 108, 84, 134]
kiru-item-body [32, 204, 270, 776]
lead-sidebar [992, 380, 1304, 526]
students-body [296, 1382, 558, 1572]
road-headline-line1: ರಸ್ತೆ ಸುರಕ್ಷತೆ ಕುರಿತು [296, 548, 485, 582]
section-title: ಪ್ರಾದೇಶಿಕ [668, 8, 908, 58]
road-safety-photo [296, 628, 536, 764]
kiru-badge-label: ಕಿರುಸುದ್ದಿ [108, 106, 169, 131]
color-stripe [32, 1578, 1306, 1584]
registration-marks [0, 1990, 1338, 2004]
lead-body [296, 206, 484, 524]
logo-emblem-icon [90, 13, 120, 43]
school-group-photo [562, 836, 960, 1042]
sanghatane-dateline: ಕೆಂಗೇರಿ: [690, 1635, 715, 1646]
cmyk-dots [1196, 1990, 1266, 2002]
lead-box-body: ನಂತರ ಮಧ್ಯಾಹ್ನ ವೇಳೆಗೆ ವೇದ ಮಂತ್ರ ಪಠಣದೊಂದಿಗೆ ಪ್ರಧಾನ ಅರ್ಚಕ ಎನ್. ವಿಜಯಸಾರಥಿ ನೇತೃತ್ವದಲ್ಲಿ ಮಧ್ಯಾಹ್ನದವರೆಗೆ ರಥ ವಿವಿಧ ಆಚರಣೆಗಳಿಂದ ಅಲಂಕೃತಗೊಂಡ ಶ್ರೀ ರಂಗನಾಥ ಸ್ವಾಮಿ ಅವರ ಉತ್ಸವ ಮೂರ್ತಿಯನ್ನು ಬ್ರಹ್ಮರಥದಲ್ಲಿ ಪ್ರತಿಷ್ಠಾಪಿಸಲಾಯಿತು. ವಿವಿಧ ಬಗೆಯ ಬಣ್ಣದ ಹೂವುಗಳು ಹಾಗೂ ಹಸಿರು ತೋರಣಗಳಿಂದ ರಥವನ್ನು ಸಿಂಗರಿಸಲಾಗಿತ್ತು. ದೇವಾಲಯದಲ್ಲಿ ಶ್ರೀರಂಗನಿಗೆ ವಿಶೇಷ ಪೂಜಾ ಅಲಂಕಾರಗಳ ಬಳಿಕ ಬ್ರಹ್ಮ ರಥೋತ್ಸವಕ್ಕೆ ಉಪವಿಭಾಗಾಧಿಕಾರಿ, ಶಾಸಕರು, ದೇವಾಲಯದ ಕಾರ್ಯನಿರ್ವಾಹಕ ಅಧಿಕಾರಿ ಉಮಾ ಸೇರಿ ಹಲವು ಗಣ್ಯರು ಚಾಲನೆ ನೀಡಿದರು. ಹೆಚ್ಚಿನ ಸಂಖ್ಯೆಯಲ್ಲಿ ಭಕ್ತರು ಭಾಗವಹಿಸಿ ಶ್ರೀರಂಗನಾಥಸ್ವಾಮಿ ದೇವರ ದರ್ಶನ ಪಡೆದರು. ರಥ ಸಾಗುವ ಮಾರ್ಗದುದ್ದಕ್ಕೂ ಭಕ್ತರು ಜಯಘೋಷ ಹಾಕಿದರು. ಭಕ್ತರು ರಥಕ್ಕೆ ಹಣ್ಣು ಜವನ ಎಸೆದು ಹರಕೆ ತೀರಿಸಿದರು. ಶ್ರೀರಂಗನಾಥನ ಉತ್ಸವ ಮೂರ್ತಿಯ ಜೊತೆಗೆ ರಥೋತ್ಸವವನ್ನು ಎಳೆದು ಪುನೀತರಾದರು. [742, 261, 974, 407]
